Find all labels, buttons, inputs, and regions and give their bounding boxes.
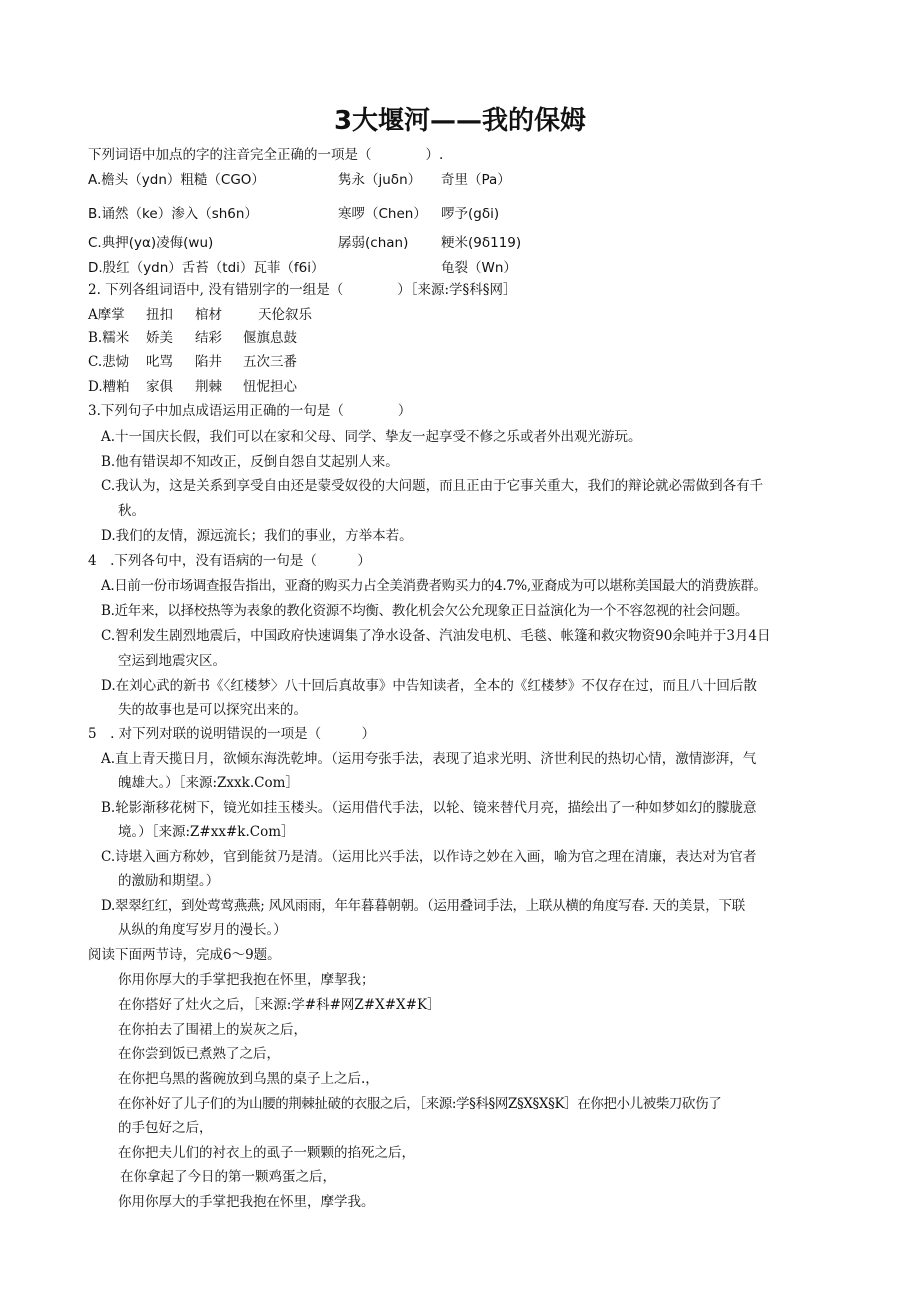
q1-option-a-b: 隽永（juδn）	[338, 172, 422, 188]
q2-stem: 2. 下列各组词语中, 没有错别字的一组是（ ）［来源:学§科§网］	[88, 282, 517, 298]
q2-option-a-2: 扭扣	[146, 307, 173, 323]
q2-option-d-1: D.糟粕	[88, 379, 130, 395]
reading-intro: 阅读下面两节诗，完成6～9题。	[88, 947, 281, 963]
q2-option-a-4: 天伦叙乐	[258, 307, 312, 323]
poem-line: 在你把夫儿们的衬衣上的虱子一颗颗的掐死之后，	[118, 1145, 415, 1161]
q4-stem: 4 .下列各句中，没有语病的一句是（ ）	[88, 553, 371, 569]
q1-option-b-c: 啰予(gδi)	[441, 206, 500, 222]
poem-line: 在你拿起了今日的第一颗鸡蛋之后，	[120, 1169, 336, 1185]
q1-option-d: D.殷红（ydn）舌苔（tdi）瓦菲（f6i）	[88, 260, 325, 276]
q2-option-b-4: 偃旗息鼓	[243, 330, 297, 346]
poem-line: 你用你厚大的手掌把我抱在怀里，摩挈我；	[118, 972, 375, 988]
q2-option-c-1: C.悲恸	[88, 354, 130, 370]
q2-option-b-2: 娇美	[146, 330, 173, 346]
q1-option-c: C.典押(yα)凌侮(wu)	[88, 235, 214, 251]
q2-option-c-3: 陷井	[195, 354, 222, 370]
q1-option-b: B.诵然（ke）渗入（sh6n）	[88, 206, 258, 222]
q3-option-b: B.他有错误却不知改正，反倒自怨自艾起别人来。	[101, 454, 399, 470]
q2-option-a-3: 棺材	[195, 307, 222, 323]
q3-option-c-cont: 秋。	[118, 503, 145, 519]
q1-option-b-b: 寒啰（Chen）	[338, 206, 427, 222]
q3-stem: 3.下列句子中加点成语运用正确的一句是（ ）	[88, 403, 412, 419]
q4-option-a: A.日前一份市场调查报告指出，亚裔的购买力占全美消费者购买力的4.7%,亚裔成为可以堪称美国最大的消费族群。	[101, 578, 767, 594]
q2-option-c-2: 叱骂	[146, 354, 173, 370]
q5-option-a: A.直上青天揽日月，欲倾东海洗乾坤。（运用夸张手法，表现了追求光明、济世利民的热切心情，激情澎湃，气	[101, 751, 757, 767]
poem-line: 在你拍去了围裙上的炭灰之后，	[118, 1022, 307, 1038]
q5-option-b-cont: 境。）［来源:Z#xx#k.Com］	[118, 824, 295, 840]
q1-option-d-c: 龟裂（Wn）	[441, 260, 517, 276]
q5-option-c: C.诗堪入画方称妙，官到能贫乃是清。（运用比兴手法，以作诗之妙在入画，喻为官之理在清廉，表达对为官者	[101, 849, 757, 865]
page-title: 3大堰河——我的保姆	[333, 106, 587, 136]
poem-line: 的手包好之后，	[118, 1120, 213, 1136]
q5-option-c-cont: 的激励和期望。）	[118, 873, 220, 889]
q1-option-a-c: 奇里（Pa）	[441, 172, 511, 188]
poem-line: 在你尝到饭已煮熟了之后，	[118, 1046, 280, 1062]
q4-option-d-cont: 失的故事也是可以探究出来的。	[118, 702, 307, 718]
q2-option-d-4: 忸怩担心	[243, 379, 297, 395]
q5-option-d-cont: 从纵的角度写岁月的漫长。）	[118, 922, 287, 938]
q1-option-c-b: 孱弱(chan)	[338, 235, 409, 251]
q3-option-c: C.我认为，这是关系到享受自由还是蒙受奴役的大问题，而且正由于它事关重大，我们的辩论就必需做到各有千	[101, 478, 764, 494]
q4-option-b: B.近年来，以择校热等为表象的教化资源不均衡、教化机会欠公允现象正日益演化为一个不容忽视的社会问题。	[101, 603, 749, 619]
q3-option-a: A.十一国庆长假，我们可以在家和父母、同学、挚友一起享受不修之乐或者外出观光游玩。	[101, 429, 642, 445]
q2-option-c-4: 五次三番	[243, 354, 297, 370]
q2-option-b-3: 结彩	[195, 330, 222, 346]
q4-option-c: C.智利发生剧烈地震后，中国政府快速调集了净水设备、汽油发电机、毛毯、帐篷和救灾物资90余吨并于3月4日	[101, 628, 771, 644]
q4-option-d: D.在刘心武的新书《〈红楼梦〉八十回后真故事》中告知读者，全本的《红楼梦》不仅存在过，而且八十回后散	[101, 678, 757, 694]
q2-option-d-2: 家俱	[146, 379, 173, 395]
q2-option-a-1: A摩掌	[88, 307, 125, 323]
q3-option-d: D.我们的友情，源远流长；我们的事业，方举本若。	[101, 528, 413, 544]
q5-option-a-cont: 魄雄大。）［来源:Zxxk.Com］	[118, 775, 299, 791]
q5-option-b: B.轮影渐移花树下，镜光如挂玉楼头。（运用借代手法，以轮、镜来替代月亮，描绘出了一种如梦如幻的朦胧意	[101, 800, 757, 816]
q1-stem: 下列词语中加点的字的注音完全正确的一项是（ ）.	[88, 147, 444, 163]
poem-line: 在你搭好了灶火之后，［来源:学#科#网Z#X#X#K］	[118, 997, 441, 1013]
q5-option-d: D.翠翠红红，到处莺莺燕燕; 风风雨雨，年年暮暮朝朝。（运用叠词手法，上联从横的角度写春. 天的美景，下联	[101, 898, 745, 914]
q1-option-c-c: 粳米(9δ119)	[441, 235, 522, 251]
q2-option-b-1: B.糯米	[88, 330, 130, 346]
q1-option-a: A.檐头（ydn）粗糙（CGO）	[88, 172, 265, 188]
q5-stem: 5 . 对下列对联的说明错误的一项是（ ）	[88, 726, 376, 742]
poem-line: 你用你厚大的手掌把我抱在怀里，摩学我。	[118, 1194, 375, 1210]
poem-line: 在你把乌黑的酱碗放到乌黑的桌子上之后.，	[118, 1071, 379, 1087]
poem-line: 在你补好了儿子们的为山腰的荆棘扯破的衣服之后，［来源:学§科§网Z§X§X§K］在你把小儿被柴刀砍伤了	[118, 1096, 722, 1112]
q4-option-c-cont: 空运到地震灾区。	[118, 653, 226, 669]
q2-option-d-3: 荆棘	[195, 379, 222, 395]
